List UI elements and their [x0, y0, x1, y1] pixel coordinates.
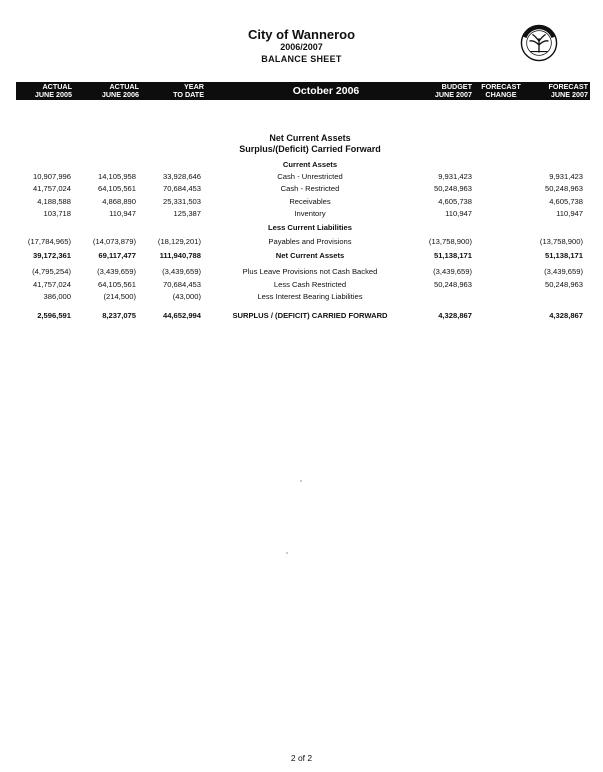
col-header-forecast-change: FORECAST CHANGE — [481, 82, 521, 99]
table-row — [0, 280, 603, 292]
cell-actual-2006: 110,947 — [109, 209, 136, 218]
cell-actual-2005: 103,718 — [43, 209, 71, 218]
cell-budget-2007: (3,439,659) — [433, 267, 472, 276]
cell-actual-2006: (14,073,879) — [92, 237, 136, 246]
section-heading-surplus: Surplus/(Deficit) Carried Forward — [239, 144, 381, 154]
cell-actual-2005: 10,907,996 — [32, 172, 71, 181]
cell-budget-2007: 4,328,867 — [438, 311, 472, 320]
col-header-actual-2005: ACTUAL JUNE 2005 — [34, 82, 72, 99]
cell-actual-2006: 14,105,958 — [97, 172, 136, 181]
cell-actual-2006: 4,868,890 — [102, 197, 136, 206]
row-label: Payables and Provisions — [268, 237, 352, 246]
row-label: Plus Leave Provisions not Cash Backed — [242, 267, 378, 276]
cell-year-to-date: 33,928,646 — [162, 172, 201, 181]
cell-actual-2005: 386,000 — [43, 292, 71, 301]
city-logo-icon — [520, 24, 558, 62]
cell-forecast-2007: 9,931,423 — [549, 172, 583, 181]
cell-budget-2007: 9,931,423 — [438, 172, 472, 181]
cell-actual-2005: (17,784,965) — [27, 237, 71, 246]
cell-budget-2007: 50,248,963 — [433, 184, 472, 193]
cell-budget-2007: (13,758,900) — [428, 237, 472, 246]
row-label: Net Current Assets — [275, 251, 345, 260]
cell-forecast-2007: 4,328,867 — [549, 311, 583, 320]
row-label: SURPLUS / (DEFICIT) CARRIED FORWARD — [232, 311, 388, 320]
report-year: 2006/2007 — [280, 42, 323, 52]
section-heading-current-assets: Current Assets — [282, 160, 338, 169]
cell-year-to-date: 70,684,453 — [162, 280, 201, 289]
cell-forecast-2007: 50,248,963 — [544, 184, 583, 193]
row-label: Inventory — [294, 209, 326, 218]
table-row — [0, 292, 603, 304]
cell-actual-2006: 64,105,561 — [97, 184, 136, 193]
table-row — [0, 251, 603, 263]
row-label: Receivables — [289, 197, 331, 206]
col-header-budget-2007: BUDGET JUNE 2007 — [434, 82, 472, 99]
report-title: City of Wanneroo — [247, 27, 356, 42]
cell-forecast-2007: (13,758,900) — [539, 237, 583, 246]
cell-year-to-date: (43,000) — [172, 292, 201, 301]
cell-forecast-2007: (3,439,659) — [544, 267, 583, 276]
cell-actual-2006: 8,237,075 — [102, 311, 136, 320]
cell-forecast-2007: 110,947 — [556, 209, 583, 218]
cell-actual-2006: (214,500) — [103, 292, 136, 301]
row-label: Less Cash Restricted — [273, 280, 347, 289]
cell-year-to-date: (18,129,201) — [157, 237, 201, 246]
cell-budget-2007: 51,138,171 — [433, 251, 472, 260]
col-header-year-to-date: YEAR TO DATE — [173, 82, 204, 99]
cell-year-to-date: (3,439,659) — [162, 267, 201, 276]
cell-actual-2006: 64,105,561 — [97, 280, 136, 289]
cell-forecast-2007: 4,605,738 — [549, 197, 583, 206]
cell-forecast-2007: 50,248,963 — [544, 280, 583, 289]
cell-actual-2006: (3,439,659) — [97, 267, 136, 276]
cell-actual-2005: 39,172,361 — [32, 251, 71, 260]
report-month: October 2006 — [292, 85, 360, 97]
scan-speck — [300, 480, 302, 482]
section-heading-current-liabilities: Less Current Liabilities — [268, 223, 352, 232]
cell-budget-2007: 110,947 — [445, 209, 472, 218]
table-row — [0, 209, 603, 221]
row-label: Cash - Unrestricted — [277, 172, 343, 181]
scan-speck — [286, 552, 288, 554]
cell-actual-2006: 69,117,477 — [98, 251, 136, 260]
cell-budget-2007: 50,248,963 — [433, 280, 472, 289]
cell-year-to-date: 111,940,788 — [159, 251, 201, 260]
cell-actual-2005: (4,795,254) — [32, 267, 71, 276]
table-row — [0, 267, 603, 279]
table-row — [0, 197, 603, 209]
cell-year-to-date: 70,684,453 — [162, 184, 201, 193]
cell-actual-2005: 41,757,024 — [32, 280, 71, 289]
cell-budget-2007: 4,605,738 — [438, 197, 472, 206]
table-row — [0, 172, 603, 184]
cell-actual-2005: 41,757,024 — [32, 184, 71, 193]
col-header-actual-2006: ACTUAL JUNE 2006 — [101, 82, 139, 99]
page-number: 2 of 2 — [290, 753, 313, 763]
cell-year-to-date: 44,652,994 — [162, 311, 201, 320]
cell-actual-2005: 4,188,588 — [37, 197, 71, 206]
row-label: Cash - Restricted — [280, 184, 340, 193]
column-header-band — [16, 82, 590, 100]
cell-year-to-date: 125,387 — [173, 209, 201, 218]
table-row — [0, 184, 603, 196]
table-row — [0, 311, 603, 323]
cell-year-to-date: 25,331,503 — [162, 197, 201, 206]
table-row — [0, 237, 603, 249]
cell-actual-2005: 2,596,591 — [37, 311, 71, 320]
cell-forecast-2007: 51,138,171 — [544, 251, 583, 260]
row-label: Less Interest Bearing Liabilities — [257, 292, 363, 301]
report-subtitle: BALANCE SHEET — [261, 54, 342, 64]
section-heading-net-current-assets: Net Current Assets — [269, 133, 351, 143]
col-header-forecast-2007: FORECAST JUNE 2007 — [548, 82, 588, 99]
